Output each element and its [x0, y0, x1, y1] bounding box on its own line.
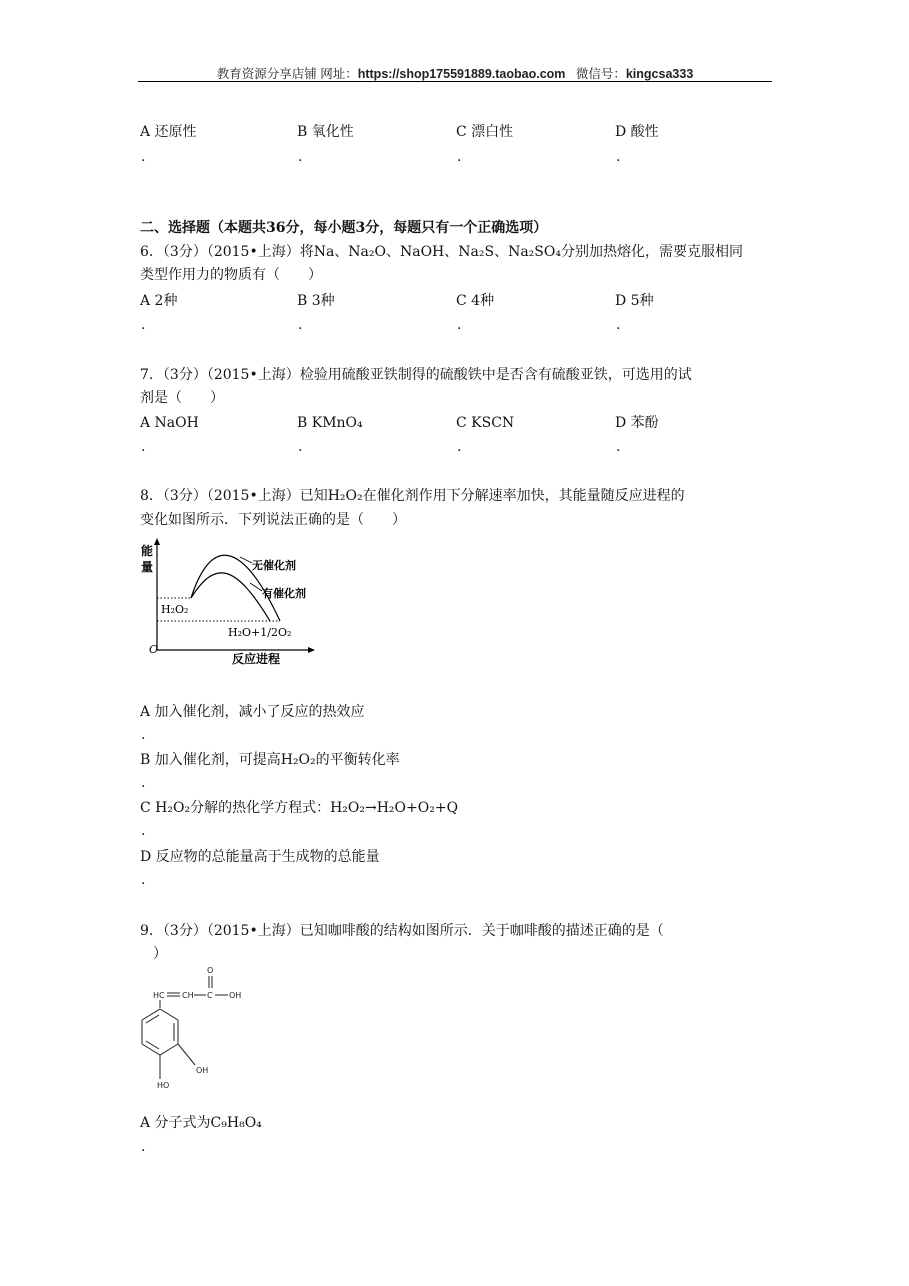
q5-option-b: B 氧化性: [297, 124, 354, 140]
q7-option-c: C KSCN: [456, 415, 515, 431]
dot: .: [457, 149, 462, 165]
dot: .: [457, 439, 462, 455]
bond-ring-oh-meta: [178, 1044, 195, 1065]
q6-stem-line2: 类型作用力的物质有（ ）: [140, 267, 322, 283]
q7-option-d: D 苯酚: [615, 415, 659, 431]
atom-oh-para: HO: [157, 1081, 170, 1090]
q7-stem-line2: 剂是（ ）: [140, 390, 224, 406]
atom-o: O: [207, 966, 214, 975]
label-origin: O: [149, 643, 159, 656]
atom-c: C: [207, 991, 213, 1000]
shop-label: 教育资源分享店铺: [216, 67, 317, 81]
energy-diagram: [140, 535, 320, 670]
q6-stem-line1: 6．（3分）（2015•上海）将Na、Na₂O、NaOH、Na₂S、Na₂SO₄分别加热熔化，需要克服相同: [140, 244, 743, 260]
q5-option-c: C 漂白性: [456, 124, 514, 140]
q6-option-d: D 5种: [615, 293, 654, 309]
section-title: 二、选择题（本题共36分，每小题3分，每题只有一个正确选项）: [140, 220, 548, 236]
dot: .: [616, 439, 621, 455]
dot: .: [141, 727, 146, 743]
label-no-catalyst: 无催化剂: [252, 559, 296, 572]
dot: .: [298, 149, 303, 165]
label-with-catalyst: 有催化剂: [262, 587, 306, 600]
dot: .: [457, 317, 462, 333]
q7-stem-line1: 7．（3分）（2015•上海）检验用硫酸亚铁制得的硫酸铁中是否含有硫酸亚铁，可选用的试: [140, 367, 692, 383]
url-label: 网址：: [320, 67, 358, 81]
y-axis-label-2: 量: [141, 560, 154, 574]
wechat-id: kingcsa333: [625, 67, 694, 81]
wechat-label: 微信号：: [575, 67, 626, 81]
dot: .: [141, 1139, 146, 1155]
atom-ch-1: HC: [153, 991, 165, 1000]
q8-option-a: A 加入催化剂，减小了反应的热效应: [140, 704, 365, 720]
dot: .: [141, 775, 146, 791]
header-rule: [138, 81, 772, 82]
q8-option-b: B 加入催化剂，可提高H₂O₂的平衡转化率: [140, 752, 400, 768]
atom-acid-oh: OH: [229, 991, 242, 1000]
y-axis-arrow: [154, 538, 160, 545]
q6-option-b: B 3种: [297, 293, 335, 309]
dot: .: [141, 149, 146, 165]
q7-option-a: A NaOH: [140, 415, 199, 431]
q5-option-d: D 酸性: [615, 124, 659, 140]
caffeic-acid-structure: [140, 962, 250, 1090]
label-product: H₂O+1/2O₂: [228, 626, 292, 639]
q6-option-a: A 2种: [140, 293, 178, 309]
dot: .: [298, 317, 303, 333]
shop-url[interactable]: https://shop175591889.taobao.com: [357, 67, 566, 81]
q6-option-c: C 4种: [456, 293, 495, 309]
q9-option-a: A 分子式为C₉H₈O₄: [140, 1115, 262, 1131]
dot: .: [616, 317, 621, 333]
x-axis-arrow: [308, 647, 315, 653]
x-axis-label: 反应进程: [232, 652, 281, 666]
dot: .: [141, 823, 146, 839]
q7-option-b: B KMnO₄: [297, 415, 363, 431]
dot: .: [141, 872, 146, 888]
q8-option-d: D 反应物的总能量高于生成物的总能量: [140, 849, 380, 865]
dot: .: [141, 439, 146, 455]
q9-stem-line1: 9．（3分）（2015•上海）已知咖啡酸的结构如图所示．关于咖啡酸的描述正确的是（: [140, 923, 664, 939]
q8-option-c: C H₂O₂分解的热化学方程式：H₂O₂→H₂O+O₂+Q: [140, 800, 459, 816]
q5-option-a: A 还原性: [140, 124, 197, 140]
benzene-ring: [142, 1009, 178, 1055]
page-header: [138, 64, 772, 82]
dot: .: [141, 317, 146, 333]
atom-ch-2: CH: [182, 991, 194, 1000]
label-reactant: H₂O₂: [161, 603, 189, 616]
q9-stem-line2: ）: [153, 946, 167, 962]
dot: .: [298, 439, 303, 455]
q8-stem-line2: 变化如图所示．下列说法正确的是（ ）: [140, 512, 406, 528]
q8-stem-line1: 8．（3分）（2015•上海）已知H₂O₂在催化剂作用下分解速率加快，其能量随反应进程的: [140, 488, 685, 504]
y-axis-label-1: 能: [141, 544, 154, 558]
dot: .: [616, 149, 621, 165]
curve-with-catalyst: [191, 573, 270, 621]
atom-oh-meta: OH: [196, 1066, 209, 1075]
